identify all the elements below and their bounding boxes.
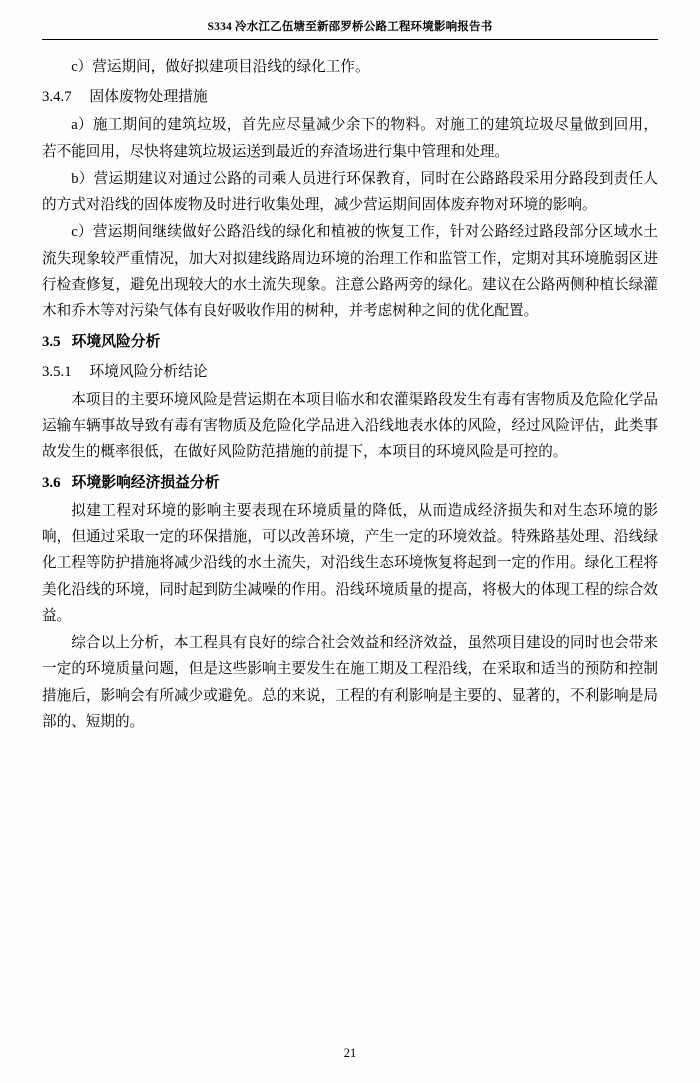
page-footer-number: 21	[343, 1046, 357, 1060]
heading-3-6-label: 环境影响经济损益分析	[71, 474, 220, 491]
paragraph-c-greening: c）营运期间，做好拟建项目沿线的绿化工作。	[71, 59, 370, 75]
heading-3-4-7	[42, 85, 658, 110]
heading-3-5-1-label: 环境风险分析结论	[89, 363, 208, 380]
heading-3-6	[42, 471, 658, 496]
paragraph-economic-1: 拟建工程对环境的影响主要表现在环境质量的降低，从而造成经济损失和对生态环境的影响，但通过采取一定的环保措施，可以改善环境，产生一定的环境效益。特殊路基处理、沿线绿化工程等防护措施将减少沿线的水土流失，对沿线生态环境恢复将起到一定的作用。绿化工程将美化沿线的环境，同时起到防尘减噪的作用。沿线环境质量的提高，将极大的体现工程的综合效益。	[42, 502, 658, 624]
paragraph-economic-2: 综合以上分析，本工程具有良好的综合社会效益和经济效益，虽然项目建设的同时也会带来一定的环境质量问题，但是这些影响主要发生在施工期及工程沿线，在采取和适当的预防和控制措施后，影响会有所减少或避免。总的来说，工程的有利影响是主要的、显著的，不利影响是局部的、短期的。	[42, 635, 658, 730]
paragraph-risk-conclusion: 本项目的主要环境风险是营运期在本项目临水和农灌渠路段发生有毒有害物质及危险化学品运输车辆事故导致有毒有害物质及危险化学品进入沿线地表水体的风险，经过风险评估，此类事故发生的概率很低，在做好风险防范措施的前提下，本项目的环境风险是可控的。	[42, 391, 658, 461]
heading-3-6-number: 3.6	[42, 474, 61, 491]
heading-3-5-number: 3.5	[42, 333, 61, 350]
heading-3-5	[42, 330, 658, 355]
heading-3-4-7-number: 3.4.7	[42, 89, 72, 106]
paragraph-a-solid-waste: a）施工期间的建筑垃圾，首先应尽量减少余下的物料。对施工的建筑垃圾尽量做到回用，若不能回用，尽快将建筑垃圾运送到最近的弃渣场进行集中管理和处理。	[42, 117, 658, 160]
heading-3-5-1-number: 3.5.1	[42, 363, 72, 380]
paragraph-b-solid-waste: b）营运期建议对通过公路的司乘人员进行环保教育，同时在公路路段采用分路段到责任人的方式对沿线的固体废物及时进行收集处理，减少营运期间固体废弃物对环境的影响。	[42, 170, 658, 214]
page-body	[42, 54, 658, 735]
heading-3-5-1	[42, 360, 658, 385]
heading-3-5-label: 环境风险分析	[71, 333, 161, 350]
paragraph-c-solid-waste: c）营运期间继续做好公路沿线的绿化和植被的恢复工作，针对公路经过路段部分区域水土流失现象较严重情况，加大对拟建线路周边环境的治理工作和监管工作，定期对其环境脆弱区进行检查修复，避免出现较大的水土流失现象。注意公路两旁的绿化。建议在公路两侧种植长绿灌木和乔木等对污染气体有良好吸收作用的树种，并考虑树种之间的优化配置。	[42, 224, 658, 320]
heading-3-4-7-label: 固体废物处理措施	[89, 89, 208, 106]
page-header: S334 冷水江乙伍塘至新邵罗桥公路工程环境影响报告书	[42, 18, 658, 40]
